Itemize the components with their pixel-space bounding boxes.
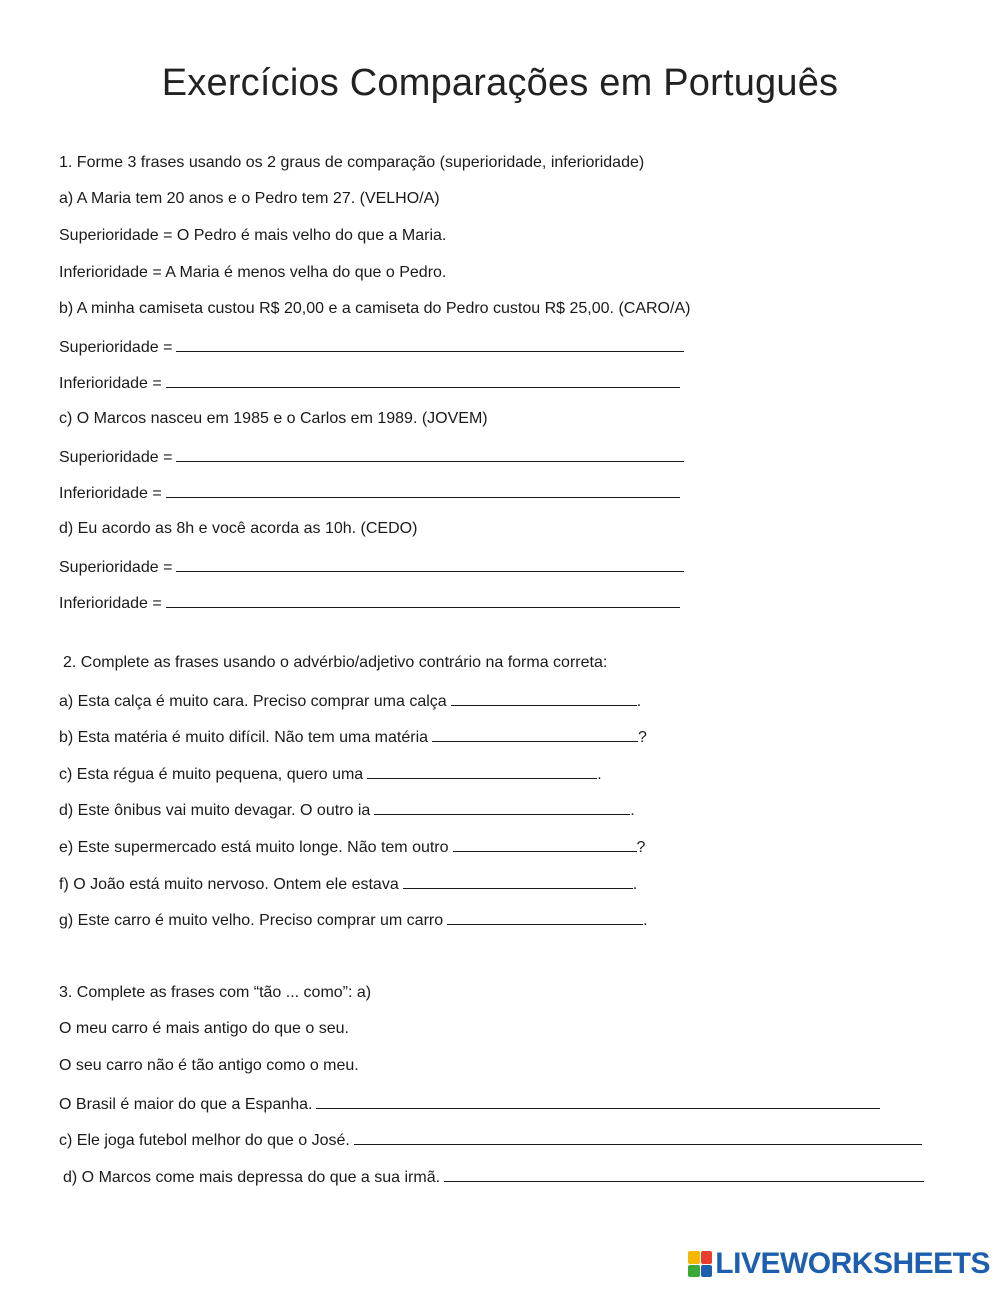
page-title: Exercícios Comparações em Português [161,62,839,104]
answer-blank-3b[interactable] [316,1093,880,1109]
question-2e-text: e) Este supermercado está muito longe. Não tem outro [59,839,449,856]
question-3b-text: O Brasil é maior do que a Espanha. [59,1096,313,1113]
answer-blank-1b-superiority[interactable] [176,336,684,352]
question-3d-row [63,1166,924,1188]
question-1a-inferiority-answer: Inferioridade = A Maria é menos velha do que o Pedro. [59,264,447,281]
answer-blank-3c[interactable] [354,1129,922,1145]
question-2f-end: . [632,876,638,893]
question-2d-text: d) Este ônibus vai muito devagar. O outro ia [59,802,371,819]
question-1d-prompt: d) Eu acordo as 8h e você acorda as 10h. (CEDO) [59,520,418,537]
question-2g-end: . [643,912,648,929]
question-3c-text: c) Ele joga futebol melhor do que o José. [59,1132,350,1149]
question-2f-text: f) O João está muito nervoso. Ontem ele estava [59,876,399,893]
question-1b-prompt: b) A minha camiseta custou R$ 20,00 e a camiseta do Pedro custou R$ 25,00. (CARO/A) [59,300,691,317]
liveworksheets-logo [688,1247,990,1281]
question-2b-end: ? [638,729,647,746]
question-2g-text: g) Este carro é muito velho. Preciso comprar um carro [59,912,444,929]
answer-blank-2e[interactable] [453,836,637,852]
answer-blank-1d-superiority[interactable] [176,556,684,572]
question-1c-superiority-row [59,446,684,468]
answer-blank-1c-superiority[interactable] [176,446,684,462]
inferiority-label: Inferioridade = [59,595,162,612]
question-1a-prompt: a) A Maria tem 20 anos e o Pedro tem 27. (VELHO/A) [59,190,440,207]
question-2b-text: b) Esta matéria é muito difícil. Não tem uma matéria [59,729,429,746]
inferiority-label: Inferioridade = [59,485,162,502]
answer-blank-2a[interactable] [451,690,637,706]
question-2d-row [59,799,635,821]
question-2c-text: c) Esta régua é muito pequena, quero uma [59,766,364,783]
question-1d-superiority-row [59,556,684,578]
question-2d-end: . [630,802,635,819]
question-3c-row [59,1129,922,1151]
answer-blank-3d[interactable] [444,1166,924,1182]
question-2g-row [59,909,648,931]
question-2e-end: ? [636,839,646,856]
question-1d-inferiority-row [59,592,680,614]
liveworksheets-badge-icon [688,1251,712,1277]
liveworksheets-logo-text: LIVEWORKSHEETS [715,1247,990,1280]
question-2e-row [59,836,645,858]
question-3b-row [59,1093,880,1115]
section-1-heading: 1. Forme 3 frases usando os 2 graus de comparação (superioridade, inferioridade) [59,154,645,171]
question-2a-end: . [636,693,642,710]
question-1b-inferiority-row [59,372,680,394]
answer-blank-2f[interactable] [403,873,633,889]
question-1c-prompt: c) O Marcos nasceu em 1985 e o Carlos em 1989. (JOVEM) [59,410,488,427]
question-1c-inferiority-row [59,482,680,504]
question-2c-row [59,763,602,785]
inferiority-label: Inferioridade = [59,375,162,392]
example-sentence-2: O seu carro não é tão antigo como o meu. [59,1057,359,1074]
answer-blank-1b-inferiority[interactable] [166,372,680,388]
answer-blank-2g[interactable] [447,909,643,925]
answer-blank-2b[interactable] [432,726,638,742]
answer-blank-1c-inferiority[interactable] [166,482,680,498]
question-2b-row [59,726,647,748]
question-2c-end: . [597,766,602,783]
section-2-heading: 2. Complete as frases usando o advérbio/adjetivo contrário na forma correta: [63,654,608,671]
section-3-heading: 3. Complete as frases com “tão ... como”: a) [59,984,372,1001]
superiority-label: Superioridade = [59,559,173,576]
superiority-label: Superioridade = [59,449,173,466]
question-1b-superiority-row [59,336,684,358]
example-sentence-1: O meu carro é mais antigo do que o seu. [59,1020,349,1037]
question-2a-row [59,690,641,712]
answer-blank-2c[interactable] [367,763,597,779]
answer-blank-1d-inferiority[interactable] [166,592,680,608]
answer-blank-2d[interactable] [374,799,630,815]
superiority-label: Superioridade = [59,339,173,356]
question-2a-text: a) Esta calça é muito cara. Preciso comprar uma calça [59,693,447,710]
question-1a-superiority-answer: Superioridade = O Pedro é mais velho do que a Maria. [59,227,447,244]
question-3d-text: d) O Marcos come mais depressa do que a sua irmã. [63,1169,441,1186]
question-2f-row [59,873,637,895]
